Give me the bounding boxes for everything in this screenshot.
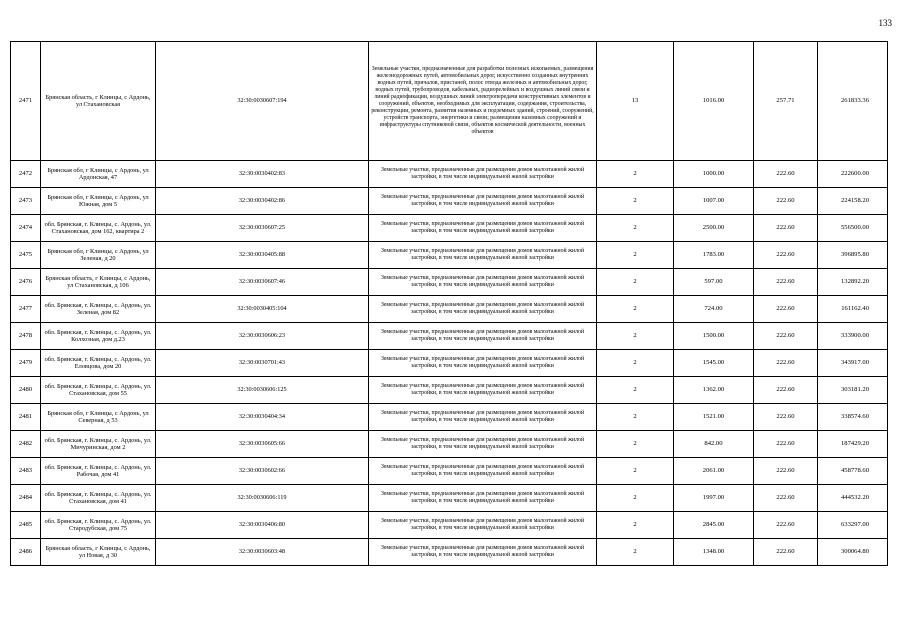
area-cell: 1348.00 <box>674 539 754 566</box>
rate-cell: 257.71 <box>754 42 818 161</box>
cadastral-value-cell: 261833.36 <box>818 42 888 161</box>
area-cell: 1997.00 <box>674 485 754 512</box>
row-number: 2485 <box>11 512 41 539</box>
cadastral-number-cell: 32:30:0030402:83 <box>156 161 369 188</box>
row-number: 2483 <box>11 458 41 485</box>
category-code-cell: 2 <box>597 323 674 350</box>
row-number: 2481 <box>11 404 41 431</box>
area-cell: 1362.00 <box>674 377 754 404</box>
land-use-cell: Земельные участки, предназначенные для размещения домов малоэтажной жилой застройки, в том числе индивидуальной жилой застройки <box>369 188 597 215</box>
row-number: 2478 <box>11 323 41 350</box>
cadastral-number-cell: 32:30:0030605:66 <box>156 431 369 458</box>
cadastral-value-cell: 303181.20 <box>818 377 888 404</box>
table-row <box>11 269 888 296</box>
area-cell: 1016.00 <box>674 42 754 161</box>
row-number: 2473 <box>11 188 41 215</box>
cadastral-value-cell: 333900.00 <box>818 323 888 350</box>
cadastral-number-cell: 32:30:0030606:125 <box>156 377 369 404</box>
category-code-cell: 2 <box>597 242 674 269</box>
rate-cell: 222.60 <box>754 215 818 242</box>
category-code-cell: 2 <box>597 512 674 539</box>
address-cell: Брянская область, г Клинцы, с Ардонь, ул Новая, д 30 <box>41 539 156 566</box>
area-cell: 842.00 <box>674 431 754 458</box>
rate-cell: 222.60 <box>754 323 818 350</box>
cadastral-number-cell: 32:30:0030405:88 <box>156 242 369 269</box>
land-use-cell: Земельные участки, предназначенные для разработки полезных ископаемых, размещения железнодорожных путей, автомобильных дорог, искусственно созданных внутренних водных путей, причалов, пристаней, полос отвода железных и автомобильных дорог, водных путей, трубопроводов, кабельных, радиорелейных и воздушных линий связи и линий радиофикации, воздушных линий электропередачи конструктивных элементов и сооружений, объектов, необходимых для эксплуатации, содержания, строительства, реконструкции, ремонта, развития наземных и подземных зданий, строений, сооружений, устройств транспорта, энергетики и связи; размещения наземных сооружений и инфраструктуры спутниковой связи, объектов космической деятельности, военных объектов <box>369 42 597 161</box>
cadastral-value-cell: 187429.20 <box>818 431 888 458</box>
row-number: 2474 <box>11 215 41 242</box>
cadastral-value-cell: 444532.20 <box>818 485 888 512</box>
rate-cell: 222.60 <box>754 350 818 377</box>
table-row <box>11 188 888 215</box>
cadastral-value-cell: 338574.60 <box>818 404 888 431</box>
area-cell: 1000.00 <box>674 161 754 188</box>
rate-cell: 222.60 <box>754 485 818 512</box>
address-cell: обл. Брянская, г. Клинцы, с. Ардонь, ул. Стахановская, дом 55 <box>41 377 156 404</box>
cadastral-number-cell: 32:30:0030606:23 <box>156 323 369 350</box>
table-row <box>11 431 888 458</box>
cadastral-value-cell: 300064.80 <box>818 539 888 566</box>
address-cell: обл. Брянская, г. Клинцы, с. Ардонь, ул. Колхозная, дом д.23 <box>41 323 156 350</box>
row-number: 2486 <box>11 539 41 566</box>
land-use-cell: Земельные участки, предназначенные для размещения домов малоэтажной жилой застройки, в том числе индивидуальной жилой застройки <box>369 242 597 269</box>
rate-cell: 222.60 <box>754 269 818 296</box>
cadastral-value-cell: 633297.00 <box>818 512 888 539</box>
land-use-cell: Земельные участки, предназначенные для размещения домов малоэтажной жилой застройки, в том числе индивидуальной жилой застройки <box>369 485 597 512</box>
cadastral-number-cell: 32:30:0030404:34 <box>156 404 369 431</box>
category-code-cell: 13 <box>597 42 674 161</box>
table-row <box>11 242 888 269</box>
category-code-cell: 2 <box>597 188 674 215</box>
cadastral-value-cell: 458778.60 <box>818 458 888 485</box>
row-number: 2480 <box>11 377 41 404</box>
row-number: 2477 <box>11 296 41 323</box>
category-code-cell: 2 <box>597 377 674 404</box>
address-cell: обл. Брянская, г. Клинцы, с. Ардонь, ул. Еловцова, дом 20 <box>41 350 156 377</box>
table-row <box>11 215 888 242</box>
land-use-cell: Земельные участки, предназначенные для размещения домов малоэтажной жилой застройки, в том числе индивидуальной жилой застройки <box>369 350 597 377</box>
area-cell: 597.00 <box>674 269 754 296</box>
cadastral-value-cell: 396895.80 <box>818 242 888 269</box>
page-number: 133 <box>878 18 892 28</box>
table-row <box>11 458 888 485</box>
rate-cell: 222.60 <box>754 242 818 269</box>
cadastral-number-cell: 32:30:0030406:80 <box>156 512 369 539</box>
land-use-cell: Земельные участки, предназначенные для размещения домов малоэтажной жилой застройки, в том числе индивидуальной жилой застройки <box>369 377 597 404</box>
cadastral-number-cell: 32:30:0030402:86 <box>156 188 369 215</box>
cadastral-value-cell: 222600.00 <box>818 161 888 188</box>
land-use-cell: Земельные участки, предназначенные для размещения домов малоэтажной жилой застройки, в том числе индивидуальной жилой застройки <box>369 269 597 296</box>
address-cell: Брянская обл, г Клинцы, с Ардонь, ул Ардонская, 47 <box>41 161 156 188</box>
area-cell: 2500.00 <box>674 215 754 242</box>
table-row <box>11 42 888 161</box>
category-code-cell: 2 <box>597 215 674 242</box>
category-code-cell: 2 <box>597 350 674 377</box>
land-use-cell: Земельные участки, предназначенные для размещения домов малоэтажной жилой застройки, в том числе индивидуальной жилой застройки <box>369 161 597 188</box>
cadastral-value-cell: 224158.20 <box>818 188 888 215</box>
category-code-cell: 2 <box>597 485 674 512</box>
land-use-cell: Земельные участки, предназначенные для размещения домов малоэтажной жилой застройки, в том числе индивидуальной жилой застройки <box>369 296 597 323</box>
rate-cell: 222.60 <box>754 458 818 485</box>
rate-cell: 222.60 <box>754 161 818 188</box>
row-number: 2471 <box>11 42 41 161</box>
cadastral-number-cell: 32:30:0030603:48 <box>156 539 369 566</box>
address-cell: Брянская обл, г Клинцы, с Ардонь, ул Северная, д 53 <box>41 404 156 431</box>
table-row <box>11 350 888 377</box>
rate-cell: 222.60 <box>754 431 818 458</box>
table-row <box>11 539 888 566</box>
address-cell: Брянская область, г Клинцы, с Ардонь, ул Стахановская <box>41 42 156 161</box>
address-cell: обл. Брянская, г. Клинцы, с. Ардонь, ул. Рабочая, дом 41 <box>41 458 156 485</box>
area-cell: 1783.00 <box>674 242 754 269</box>
cadastral-number-cell: 32:30:0030602:66 <box>156 458 369 485</box>
table-row <box>11 377 888 404</box>
area-cell: 2845.00 <box>674 512 754 539</box>
rate-cell: 222.60 <box>754 188 818 215</box>
address-cell: Брянская обл, г Клинцы, с Ардонь, ул Южная, дом 5 <box>41 188 156 215</box>
rate-cell: 222.60 <box>754 377 818 404</box>
cadastral-value-cell: 161162.40 <box>818 296 888 323</box>
category-code-cell: 2 <box>597 458 674 485</box>
land-use-cell: Земельные участки, предназначенные для размещения домов малоэтажной жилой застройки, в том числе индивидуальной жилой застройки <box>369 215 597 242</box>
rate-cell: 222.60 <box>754 539 818 566</box>
rate-cell: 222.60 <box>754 296 818 323</box>
land-use-cell: Земельные участки, предназначенные для размещения домов малоэтажной жилой застройки, в том числе индивидуальной жилой застройки <box>369 539 597 566</box>
row-number: 2476 <box>11 269 41 296</box>
cadastral-value-cell: 556500.00 <box>818 215 888 242</box>
row-number: 2482 <box>11 431 41 458</box>
cadastral-value-cell: 132892.20 <box>818 269 888 296</box>
address-cell: обл. Брянская, г. Клинцы, с. Ардонь, ул. Стахановская, дом 41 <box>41 485 156 512</box>
land-use-cell: Земельные участки, предназначенные для размещения домов малоэтажной жилой застройки, в том числе индивидуальной жилой застройки <box>369 431 597 458</box>
cadastral-number-cell: 32:30:0030607:25 <box>156 215 369 242</box>
cadastral-number-cell: 32:30:0030607:46 <box>156 269 369 296</box>
cadastral-number-cell: 32:30:0030607:194 <box>156 42 369 161</box>
address-cell: обл. Брянская, г. Клинцы, с. Ардонь, ул. Стахановская, дом 162, квартира 2 <box>41 215 156 242</box>
land-use-cell: Земельные участки, предназначенные для размещения домов малоэтажной жилой застройки, в том числе индивидуальной жилой застройки <box>369 512 597 539</box>
cadastral-number-cell: 32:30:0030405:104 <box>156 296 369 323</box>
cadastral-value-cell: 343917.00 <box>818 350 888 377</box>
area-cell: 1545.00 <box>674 350 754 377</box>
row-number: 2475 <box>11 242 41 269</box>
cadastral-number-cell: 32:30:0030701:43 <box>156 350 369 377</box>
table-body <box>11 42 888 566</box>
table-row <box>11 161 888 188</box>
table-row <box>11 404 888 431</box>
area-cell: 2061.00 <box>674 458 754 485</box>
address-cell: Брянская обл, г Клинцы, с Ардонь, ул Зеленая, д 20 <box>41 242 156 269</box>
category-code-cell: 2 <box>597 269 674 296</box>
category-code-cell: 2 <box>597 296 674 323</box>
table-row <box>11 296 888 323</box>
category-code-cell: 2 <box>597 161 674 188</box>
row-number: 2479 <box>11 350 41 377</box>
land-use-cell: Земельные участки, предназначенные для размещения домов малоэтажной жилой застройки, в том числе индивидуальной жилой застройки <box>369 404 597 431</box>
address-cell: обл. Брянская, г. Клинцы, с. Ардонь, ул. Зеленая, дом 82 <box>41 296 156 323</box>
land-use-cell: Земельные участки, предназначенные для размещения домов малоэтажной жилой застройки, в том числе индивидуальной жилой застройки <box>369 323 597 350</box>
category-code-cell: 2 <box>597 404 674 431</box>
area-cell: 1521.00 <box>674 404 754 431</box>
table-row <box>11 512 888 539</box>
address-cell: обл. Брянская, г. Клинцы, с. Ардонь, ул. Стародубская, дом 75 <box>41 512 156 539</box>
area-cell: 724.00 <box>674 296 754 323</box>
rate-cell: 222.60 <box>754 512 818 539</box>
land-use-cell: Земельные участки, предназначенные для размещения домов малоэтажной жилой застройки, в том числе индивидуальной жилой застройки <box>369 458 597 485</box>
row-number: 2472 <box>11 161 41 188</box>
land-registry-table <box>10 41 888 566</box>
category-code-cell: 2 <box>597 431 674 458</box>
address-cell: Брянская область, г Клинцы, с Ардонь, ул Стахановская, д 106 <box>41 269 156 296</box>
table-row <box>11 485 888 512</box>
cadastral-number-cell: 32:30:0030606:119 <box>156 485 369 512</box>
area-cell: 1007.00 <box>674 188 754 215</box>
rate-cell: 222.60 <box>754 404 818 431</box>
area-cell: 1500.00 <box>674 323 754 350</box>
category-code-cell: 2 <box>597 539 674 566</box>
address-cell: обл. Брянская, г. Клинцы, с. Ардонь, ул. Мичуринская, дом 2 <box>41 431 156 458</box>
row-number: 2484 <box>11 485 41 512</box>
table-row <box>11 323 888 350</box>
